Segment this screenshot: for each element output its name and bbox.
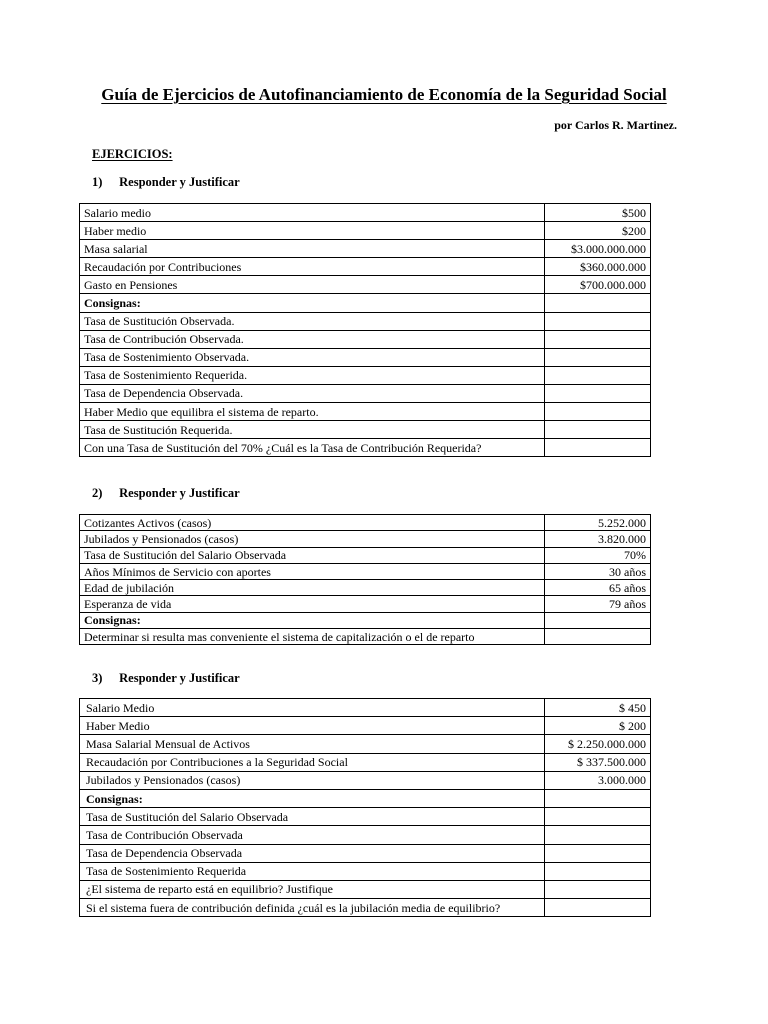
row-value: $ 450 bbox=[545, 699, 651, 717]
table-row bbox=[80, 330, 651, 348]
row-value: 70% bbox=[545, 547, 651, 563]
row-value: $500 bbox=[545, 204, 651, 222]
exercise-number: 3) bbox=[92, 671, 103, 685]
exercise-3-table bbox=[79, 698, 651, 917]
row-value: $700.000.000 bbox=[545, 276, 651, 294]
table-row bbox=[80, 547, 651, 563]
row-label: Tasa de Contribución Observada. bbox=[80, 330, 545, 348]
row-label: Salario medio bbox=[80, 204, 545, 222]
row-value: $ 200 bbox=[545, 717, 651, 735]
row-label: Recaudación por Contribuciones a la Seguridad Social bbox=[80, 753, 545, 771]
row-label: Recaudación por Contribuciones bbox=[80, 258, 545, 276]
table-row bbox=[80, 808, 651, 826]
answer-cell bbox=[545, 403, 651, 421]
row-label: Cotizantes Activos (casos) bbox=[80, 515, 545, 531]
row-label: Masa salarial bbox=[80, 240, 545, 258]
table-row bbox=[80, 699, 651, 717]
answer-cell bbox=[545, 899, 651, 917]
table-row bbox=[80, 880, 651, 898]
answer-cell bbox=[545, 808, 651, 826]
exercise-number: 2) bbox=[92, 486, 103, 500]
table-row bbox=[80, 580, 651, 596]
table-row bbox=[80, 240, 651, 258]
row-label: Edad de jubilación bbox=[80, 580, 545, 596]
exercise-1-heading bbox=[92, 175, 240, 190]
table-row bbox=[80, 348, 651, 366]
answer-cell bbox=[545, 826, 651, 844]
row-label: Tasa de Sostenimiento Requerida bbox=[80, 862, 545, 880]
row-label: Si el sistema fuera de contribución definida ¿cuál es la jubilación media de equilibrio? bbox=[80, 899, 545, 917]
row-value: $360.000.000 bbox=[545, 258, 651, 276]
row-label: Masa Salarial Mensual de Activos bbox=[80, 735, 545, 753]
row-value bbox=[545, 612, 651, 628]
row-label: Con una Tasa de Sustitución del 70% ¿Cuál es la Tasa de Contribución Requerida? bbox=[80, 439, 545, 457]
row-label: Tasa de Dependencia Observada bbox=[80, 844, 545, 862]
section-heading: EJERCICIOS: bbox=[92, 147, 173, 161]
exercise-heading-text: Responder y Justificar bbox=[119, 486, 240, 500]
row-label: Determinar si resulta mas conveniente el sistema de capitalización o el de reparto bbox=[80, 629, 545, 645]
row-label: Consignas: bbox=[80, 294, 545, 312]
exercise-3-heading bbox=[92, 671, 240, 686]
row-label: Consignas: bbox=[80, 612, 545, 628]
table-row bbox=[80, 222, 651, 240]
table-row bbox=[80, 771, 651, 789]
row-label: Tasa de Sustitución del Salario Observada bbox=[80, 808, 545, 826]
exercise-number: 1) bbox=[92, 175, 103, 189]
consignas-row bbox=[80, 789, 651, 807]
row-value: 3.000.000 bbox=[545, 771, 651, 789]
answer-cell bbox=[545, 844, 651, 862]
row-value: $ 337.500.000 bbox=[545, 753, 651, 771]
table-row bbox=[80, 563, 651, 579]
exercise-2-heading bbox=[92, 486, 240, 501]
row-label: Tasa de Contribución Observada bbox=[80, 826, 545, 844]
table-row bbox=[80, 403, 651, 421]
row-label: Jubilados y Pensionados (casos) bbox=[80, 771, 545, 789]
row-label: Tasa de Sostenimiento Observada. bbox=[80, 348, 545, 366]
table-row bbox=[80, 735, 651, 753]
table-row bbox=[80, 421, 651, 439]
exercise-heading-text: Responder y Justificar bbox=[119, 671, 240, 685]
table-row bbox=[80, 596, 651, 612]
exercise-heading-text: Responder y Justificar bbox=[119, 175, 240, 189]
answer-cell bbox=[545, 421, 651, 439]
row-value: 3.820.000 bbox=[545, 531, 651, 547]
row-value: 5.252.000 bbox=[545, 515, 651, 531]
table-row bbox=[80, 515, 651, 531]
answer-cell bbox=[545, 330, 651, 348]
answer-cell bbox=[545, 880, 651, 898]
row-label: Tasa de Sustitución del Salario Observada bbox=[80, 547, 545, 563]
table-row bbox=[80, 276, 651, 294]
page-title: Guía de Ejercicios de Autofinanciamiento de Economía de la Seguridad Social bbox=[101, 85, 667, 104]
answer-cell bbox=[545, 862, 651, 880]
exercise-2-table bbox=[79, 514, 651, 645]
table-row bbox=[80, 258, 651, 276]
row-label: Esperanza de vida bbox=[80, 596, 545, 612]
answer-cell bbox=[545, 348, 651, 366]
row-value: $200 bbox=[545, 222, 651, 240]
table-row bbox=[80, 384, 651, 402]
table-row bbox=[80, 531, 651, 547]
table-row bbox=[80, 899, 651, 917]
row-label: Tasa de Dependencia Observada. bbox=[80, 384, 545, 402]
row-value: 30 años bbox=[545, 563, 651, 579]
row-label: Tasa de Sostenimiento Requerida. bbox=[80, 366, 545, 384]
table-row bbox=[80, 629, 651, 645]
table-row bbox=[80, 204, 651, 222]
row-label: Haber medio bbox=[80, 222, 545, 240]
table-row bbox=[80, 826, 651, 844]
table-row bbox=[80, 717, 651, 735]
table-row bbox=[80, 844, 651, 862]
row-value bbox=[545, 789, 651, 807]
consignas-row bbox=[80, 612, 651, 628]
row-label: Jubilados y Pensionados (casos) bbox=[80, 531, 545, 547]
consignas-row bbox=[80, 294, 651, 312]
row-value: 65 años bbox=[545, 580, 651, 596]
row-label: Tasa de Sustitución Observada. bbox=[80, 312, 545, 330]
row-label: Tasa de Sustitución Requerida. bbox=[80, 421, 545, 439]
table-row bbox=[80, 312, 651, 330]
row-value: $ 2.250.000.000 bbox=[545, 735, 651, 753]
answer-cell bbox=[545, 312, 651, 330]
row-label: ¿El sistema de reparto está en equilibrio? Justifique bbox=[80, 880, 545, 898]
table-row bbox=[80, 366, 651, 384]
answer-cell bbox=[545, 366, 651, 384]
row-value: 79 años bbox=[545, 596, 651, 612]
table-row bbox=[80, 439, 651, 457]
answer-cell bbox=[545, 384, 651, 402]
row-label: Haber Medio bbox=[80, 717, 545, 735]
answer-cell bbox=[545, 439, 651, 457]
row-label: Consignas: bbox=[80, 789, 545, 807]
row-label: Gasto en Pensiones bbox=[80, 276, 545, 294]
row-label: Salario Medio bbox=[80, 699, 545, 717]
row-value: $3.000.000.000 bbox=[545, 240, 651, 258]
table-row bbox=[80, 753, 651, 771]
row-label: Haber Medio que equilibra el sistema de reparto. bbox=[80, 403, 545, 421]
exercise-1-table bbox=[79, 203, 651, 457]
table-row bbox=[80, 862, 651, 880]
row-label: Años Mínimos de Servicio con aportes bbox=[80, 563, 545, 579]
row-value bbox=[545, 294, 651, 312]
answer-cell bbox=[545, 629, 651, 645]
author-line: por Carlos R. Martinez. bbox=[554, 118, 677, 132]
